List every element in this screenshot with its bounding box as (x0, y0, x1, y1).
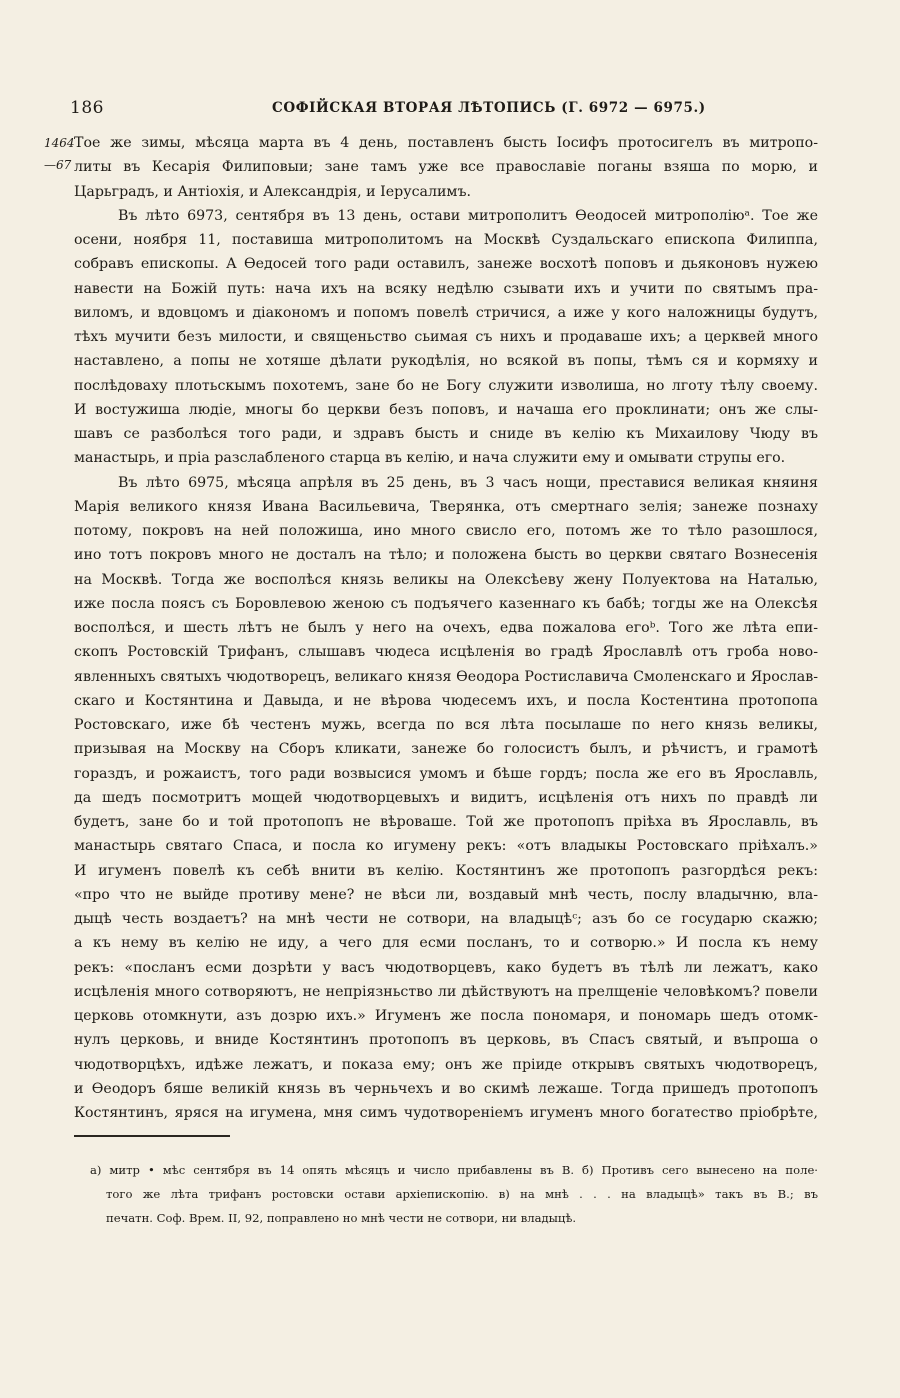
text-line: ино тотъ покровъ много не досталъ на тѣло; и положена бысть во церкви святаго Вознесенія (74, 547, 818, 564)
text-line: дыцѣ честь воздаетъ? на мнѣ чести не сотвори, на владыцѣᶜ; азъ бо се государю скажю; (74, 911, 818, 927)
text-line: иже посла поясъ съ Боровлевою женою съ подъячего казеннаго къ бабѣ; тогды же на Олексѣя (74, 595, 818, 612)
margin-year-top: 1464 (44, 136, 75, 150)
text-line: тѣхъ мучити безъ милости, и священьство сьимая съ нихъ и продаваше ихъ; а церквей много (74, 329, 818, 345)
text-line: манастырь, и пріа разслабленого старца въ келію, и нача служити ему и омывати струпы его. (74, 450, 786, 467)
text-line: гораздъ, и рожаистъ, того ради возвысися умомъ и бѣше гордъ; посла же его въ Ярославль, (74, 765, 818, 782)
footnote-line: а) митр • мѣс сентября въ 14 опять мѣсяцъ и число прибавлены въ В. б) Противъ сего вынесено на поле· (90, 1163, 818, 1177)
text-line: собравъ епископы. А Ѳедосей того ради оставилъ, занеже восхотѣ поповъ и дьяконовъ нужею (74, 256, 818, 273)
page-number: 186 (70, 98, 104, 118)
footnote-line: того же лѣта трифанъ ростовски остави архіепископію. в) на мнѣ . . . на владыцѣ» такъ въ В.; въ (106, 1187, 818, 1201)
text-line: нулъ церковь, и вниде Костянтинъ протопопъ въ церковь, въ Спасъ святый, и въпроша о (74, 1032, 818, 1049)
text-line: Въ лѣто 6975, мѣсяца апрѣля въ 25 день, въ 3 часъ нощи, преставися великая княиня (118, 474, 818, 491)
text-line: виломъ, и вдовцомъ и діакономъ и попомъ повелѣ стричися, а иже у кого наложницы будутъ, (74, 304, 818, 321)
text-line: на Москвѣ. Тогда же восполѣся князь великы на Олексѣеву жену Полуектова на Наталью, (74, 571, 818, 588)
text-line: послѣдоваху плотьскымъ похотемъ, зане бо не Богу служити изволиша, но лготу тѣлу своему. (74, 377, 818, 394)
text-line: рекъ: «посланъ есми дозрѣти у васъ чюдотворцевъ, како будетъ въ тѣлѣ ли лежатъ, како (74, 959, 818, 976)
footnotes (90, 1158, 818, 1230)
text-line: Марія великого князя Ивана Васильевича, Тверянка, отъ смертнаго зелія; занеже познаху (74, 498, 818, 515)
text-line: а къ нему въ келію не иду, а чего для есми посланъ, то и сотворю.» И посла къ нему (74, 935, 818, 952)
running-title: СОФІЙСКАЯ ВТОРАЯ ЛѢТОПИСЬ (Г. 6972 — 6975.) (272, 100, 706, 116)
text-line: Въ лѣто 6973, сентября въ 13 день, остави митрополитъ Ѳеодосей митрополіюᵃ. Тое же (118, 207, 818, 224)
text-line: чюдотворцѣхъ, идѣже лежатъ, и показа ему; онъ же пріиде открывъ святыхъ чюдотворецъ, (74, 1056, 818, 1073)
page-header (70, 98, 830, 128)
text-line: шавъ се разболѣся того ради, и здравъ бысть и сниде въ келію къ Михаилову Чюду въ (74, 426, 818, 442)
text-line: и Ѳеодоръ бяше великій князь въ черньчехъ и во скимѣ лежаше. Тогда пришедъ протопопъ (74, 1080, 818, 1097)
text-line: скаго и Костянтина и Давыда, и не вѣрова чюдесемъ ихъ, и посла Костентина протопопа (74, 692, 818, 709)
text-line: литы въ Кесарія Филиповыи; зане тамъ уже все православіе поганы взяша по морю, и (74, 159, 818, 176)
text-line: да шедъ посмотритъ мощей чюдотворцевыхъ и видитъ, исцѣленія отъ нихъ по правдѣ ли (74, 789, 818, 806)
text-line: исцѣленія много сотворяютъ, не непріязньство ли дѣйствуютъ на прелщеніе человѣкомъ? повели (74, 983, 818, 1000)
text-line: Тое же зимы, мѣсяца марта въ 4 день, поставленъ бысть Іосифъ протосигелъ въ митропо- (74, 135, 818, 151)
margin-year-bottom: —67 (44, 158, 72, 172)
footnote-divider (74, 1135, 230, 1137)
footnote-line: печатн. Соф. Врем. II, 92, поправлено но мнѣ чести не сотвори, ни владыцѣ. (106, 1211, 577, 1225)
text-line: скопъ Ростовскій Трифанъ, слышавъ чюдеса исцѣленія во градѣ Ярославлѣ отъ гроба ново- (74, 644, 818, 661)
text-line: призывая на Москву на Сборъ кликати, занеже бо голосистъ былъ, и рѣчистъ, и грамотѣ (74, 741, 818, 758)
text-line: будетъ, зане бо и той протопопъ не вѣроваше. Той же протопопъ пріѣха въ Ярославль, въ (74, 814, 818, 830)
text-line: И востужиша людіе, многы бо церкви безъ поповъ, и начаша его проклинати; онъ же слы- (74, 401, 818, 418)
text-line: манастырь святаго Спаса, и посла ко игумену рекъ: «отъ владыкы Ростовскаго пріѣхалъ.» (74, 838, 818, 855)
text-line: навести на Божій путь: нача ихъ на всяку недѣлю сзывати ихъ и учити по святымъ пра- (74, 280, 818, 297)
text-line: наставлено, а попы не хотяше дѣлати рукодѣлія, но всякой въ попы, тѣмъ ся и кормяху и (74, 353, 818, 370)
text-line: восполѣся, и шесть лѣтъ не былъ у него на очехъ, едва пожалова егоᵇ. Того же лѣта епи- (74, 620, 818, 636)
text-line: осени, ноября 11, поставиша митрополитомъ на Москвѣ Суздальскаго епископа Филиппа, (74, 232, 818, 248)
text-line: «про что не выйде противу мене? не вѣси ли, воздавый мнѣ честь, послу владычню, вла- (74, 886, 818, 903)
text-line: Костянтинъ, яряся на игумена, мня симъ чудотвореніемъ игуменъ много богатество пріобрѣте, (74, 1105, 818, 1121)
text-line: Ростовскаго, иже бѣ честенъ мужь, всегда по вся лѣта посылаше по него князь великы, (74, 717, 818, 733)
text-line: церковь отомкнути, азъ дозрю ихъ.» Игуменъ же посла пономаря, и пономарь шедъ отомк- (74, 1008, 818, 1024)
text-line: Царьградъ, и Антіохія, и Александрія, и Іерусалимъ. (74, 183, 472, 200)
text-line: явленныхъ святыхъ чюдотворецъ, великаго князя Ѳеодора Ростиславича Смоленскаго и Ярослав- (74, 668, 818, 685)
text-line: потому, покровъ на ней положиша, ино много свисло его, потомъ же то тѣло разошлося, (74, 523, 818, 539)
text-line: И игуменъ повелѣ къ себѣ внити въ келію. Костянтинъ же протопопъ разгордѣся рекъ: (74, 862, 818, 879)
main-text (74, 131, 818, 1125)
